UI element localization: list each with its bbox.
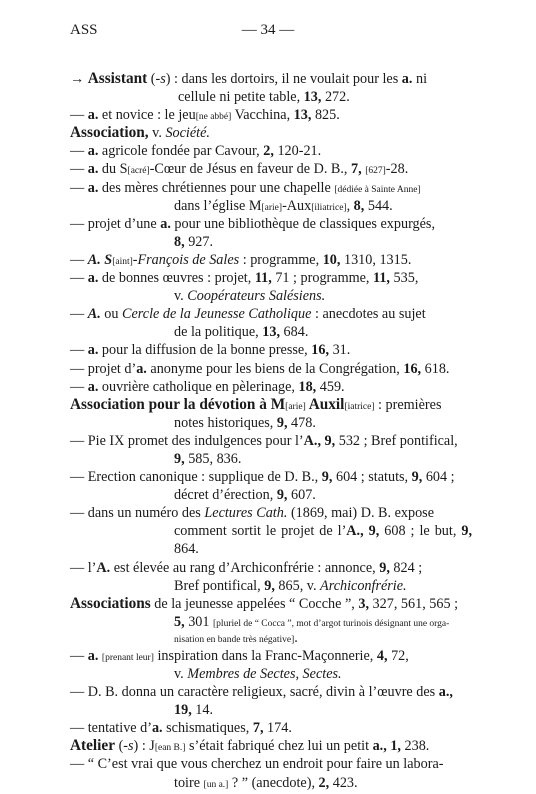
subentry: — a. du S[acré]-Cœur de Jésus en faveur de D. B., 7, [627]-28. <box>70 161 409 178</box>
subentry: — a. agricole fondée par Cavour, 2, 120-21. <box>70 143 322 160</box>
subentry: — a. et novice : le jeu[ne abbé] Vacchina, 13, 825. <box>70 107 340 124</box>
entry-assistant: → Assistant (-s) : dans les dortoirs, il ne voulait pour les a. ni cellule ni petite table, 13, 272. <box>70 70 428 106</box>
subentry: — a. des mères chrétiennes pour une chapelle [dédiée à Sainte Anne] dans l’église M[arie]-Aux[iliatrice], 8, 544. <box>70 179 421 214</box>
entry-associations: Associations de la jeunesse appelées “ Cocche ”, 3, 327, 561, 565 ; 5, 301 [pluriel de “ Cocca ”, mot d’argot turinois désignant une orga- nisation en bande très négative]. <box>70 594 459 646</box>
subentry: — D. B. donna un caractère religieux, sacré, divin à l’œuvre des a., 19, 14. <box>70 684 453 719</box>
headword: Associations <box>70 594 151 612</box>
subentry: — Erection canonique : supplique de D. B., 9, 604 ; statuts, 9, 604 ; décret d’érection, 9, 607. <box>70 469 455 504</box>
headword: Association, <box>70 124 149 142</box>
subentry: — a. [prenant leur] inspiration dans la Franc-Maçonnerie, 4, 72, v. Membres de Sectes, Sectes. <box>70 647 409 682</box>
subentry: — projet d’a. anonyme pour les biens de la Congrégation, 16, 618. <box>70 360 450 377</box>
headword: Association pour la dévotion à M <box>70 395 286 413</box>
subentry: — a. pour la diffusion de la bonne presse, 16, 31. <box>70 342 351 359</box>
subentry: — a. ouvrière catholique en pèlerinage, 18, 459. <box>70 378 345 395</box>
subentry: — A. ou Cercle de la Jeunesse Catholique : anecdotes au sujet de la politique, 13, 684. <box>70 306 426 341</box>
page-header <box>70 22 466 42</box>
subentry: — “ C’est vrai que vous cherchez un endroit pour faire un labora- toire [un a.] ? ” (anecdote), 2, 423. <box>70 756 444 791</box>
running-head: ASS <box>70 22 98 38</box>
subentry: — tentative d’a. schismatiques, 7, 174. <box>70 720 292 737</box>
subentry: — Pie IX promet des indulgences pour l’A., 9, 532 ; Bref pontifical, 9, 585, 836. <box>70 432 458 467</box>
subentry: — l’A. est élevée au rang d’Archiconfrérie : annonce, 9, 824 ; Bref pontifical, 9, 865, v. Archiconfrérie. <box>70 559 423 594</box>
arrow-icon: → <box>70 71 85 87</box>
headword: Atelier <box>70 737 116 755</box>
headword: Assistant <box>87 70 148 87</box>
subentry: — projet d’une a. pour une bibliothèque de classiques expurgés, 8, 927. <box>70 215 435 250</box>
subentry: — a. de bonnes œuvres : projet, 11, 71 ; programme, 11, 535, v. Coopérateurs Salésiens. <box>70 270 419 305</box>
subentry: — dans un numéro des Lectures Cath. (1869, mai) D. B. expose comment sortit le projet de l’A., 9, 608 ; le but, 9, 864. <box>70 505 473 558</box>
entry-association: Association, v. Société. <box>70 124 210 142</box>
subentry: — A. S[aint]-François de Sales : programme, 10, 1310, 1315. <box>70 251 412 268</box>
index-entries <box>70 70 472 792</box>
entry-atelier: Atelier (-s) : J[ean B.] s’était fabriqué chez lui un petit a., 1, 238. <box>70 737 430 755</box>
page-number: — 34 — <box>241 22 295 38</box>
entry-association-devotion: Association pour la dévotion à M[arie] Auxil[iatrice] : premières notes historiques, 9, 478. <box>70 395 442 431</box>
